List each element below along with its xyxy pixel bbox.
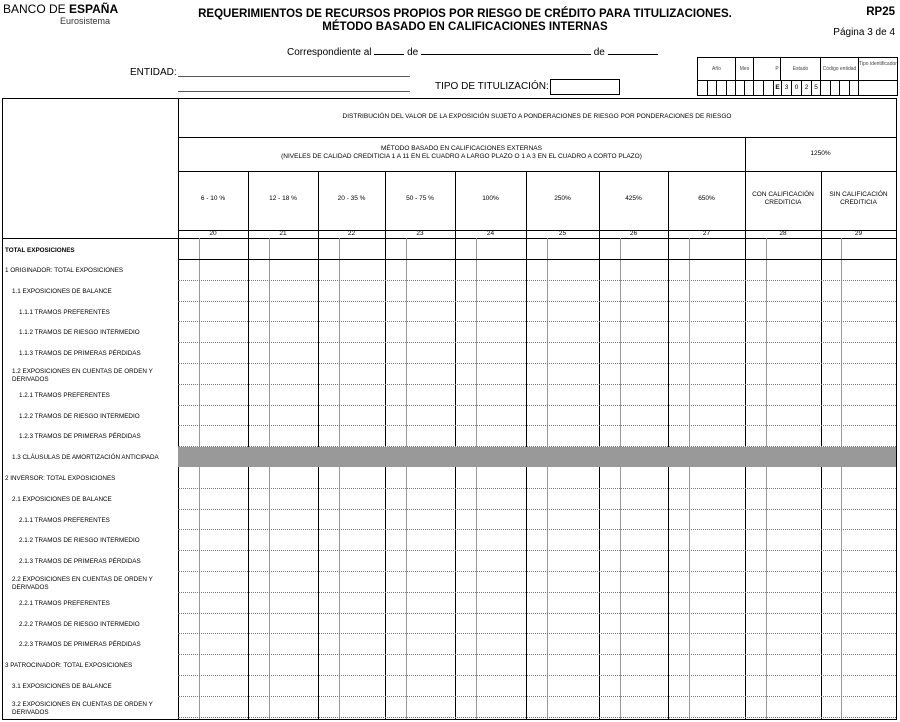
column-number: 20 [209,230,217,237]
exposure-table [2,98,897,720]
table-cell[interactable] [600,322,667,341]
table-cell[interactable] [249,302,317,321]
column-number: 26 [629,230,638,237]
entity-label: ENTIDAD: [130,67,177,78]
table-cell[interactable] [179,634,247,653]
table-cell[interactable] [249,510,317,529]
period-de-2: de [593,47,605,58]
table-cell[interactable] [249,385,317,404]
table-cell[interactable] [386,634,454,653]
table-cell[interactable] [386,655,454,674]
table-cell[interactable] [600,697,667,716]
table-cell[interactable] [527,614,598,633]
table-cell[interactable] [319,302,384,321]
table-cell[interactable] [669,697,744,716]
table-cell[interactable] [746,572,820,591]
header-rule [178,171,896,172]
table-cell[interactable] [600,634,667,653]
table-cell[interactable] [822,634,895,653]
table-cell[interactable] [669,426,744,445]
period-line [287,44,658,58]
table-cell[interactable] [600,510,667,529]
table-cell[interactable] [600,614,667,633]
table-cell[interactable] [527,343,598,362]
table-cell[interactable] [669,572,744,591]
table-cell[interactable] [179,281,247,300]
row-label: 2.2 EXPOSICIONES EN CUENTAS DE ORDEN Y DERIVADOS [12,576,153,591]
form-title-line1: REQUERIMIENTOS DE RECURSOS PROPIOS POR RIESGO DE CRÉDITO PARA TITULIZACIONES. [198,8,732,20]
table-cell[interactable] [249,260,317,279]
table-cell[interactable] [822,281,895,300]
row-label: 1.2.3 TRAMOS DE PRIMERAS PÉRDIDAS [19,433,141,441]
logo-text-regular: BANCO DE [3,2,70,16]
table-cell[interactable] [822,489,895,508]
table-cell[interactable] [746,530,820,549]
table-cell[interactable] [179,614,247,633]
table-cell[interactable] [822,530,895,549]
table-cell[interactable] [527,385,598,404]
table-cell[interactable] [746,634,820,653]
table-cell[interactable] [249,614,317,633]
codebox-value-e: E [774,80,782,95]
row-label: 3 PATROCINADOR: TOTAL EXPOSICIONES [5,662,133,670]
table-cell[interactable] [386,489,454,508]
table-cell[interactable] [386,385,454,404]
table-cell[interactable] [822,406,895,425]
column-number: 29 [854,230,863,237]
table-cell[interactable] [179,655,247,674]
table-cell[interactable] [386,260,454,279]
table-cell[interactable] [179,530,247,549]
table-cell[interactable] [822,364,895,383]
table-cell[interactable] [527,281,598,300]
table-cell[interactable] [669,593,744,612]
table-cell[interactable] [822,385,895,404]
table-cell[interactable] [456,281,525,300]
table-cell[interactable] [600,676,667,695]
table-cell[interactable] [249,572,317,591]
column-number: 27 [702,230,711,237]
table-cell[interactable] [746,551,820,570]
table-cell[interactable] [179,426,247,445]
table-cell[interactable] [319,510,384,529]
period-de-1: de [407,47,419,58]
table-cell[interactable] [527,260,598,279]
table-cell[interactable] [179,322,247,341]
code-box [697,57,898,96]
table-cell[interactable] [179,489,247,508]
table-cell[interactable] [600,593,667,612]
table-cell[interactable] [669,364,744,383]
column-number: 23 [416,230,424,237]
table-cell[interactable] [386,426,454,445]
table-cell[interactable] [822,655,895,674]
table-cell[interactable] [600,468,667,487]
header-rule [3,238,896,239]
table-cell[interactable] [179,343,247,362]
row-label: 2.2.1 TRAMOS PREFERENTES [19,599,110,607]
table-cell[interactable] [319,364,384,383]
table-cell[interactable] [822,343,895,362]
table-cell[interactable] [600,343,667,362]
logo-text-bold: ESPAÑA [69,2,119,16]
table-cell[interactable] [456,343,525,362]
row-label: 3.1 EXPOSICIONES DE BALANCE [12,683,112,690]
row-label: 1.1.2 TRAMOS DE RIESGO INTERMEDIO [19,329,140,337]
table-cell[interactable] [600,572,667,591]
table-cell[interactable] [319,551,384,570]
table-cell[interactable] [319,468,384,487]
table-cell[interactable] [600,260,667,279]
table-cell[interactable] [456,551,525,570]
table-cell[interactable] [179,260,247,279]
row-label: 1 ORIGINADOR: TOTAL EXPOSICIONES [5,267,124,274]
row-rule [178,717,896,718]
table-cell[interactable] [386,614,454,633]
table-cell[interactable] [746,281,820,300]
table-cell[interactable] [746,406,820,425]
table-cell[interactable] [179,510,247,529]
table-cell[interactable] [600,364,667,383]
table-cell[interactable] [669,634,744,653]
table-cell[interactable] [456,697,525,716]
row-label: 2 INVERSOR: TOTAL EXPOSICIONES [5,475,116,482]
row-label: 2.1.2 TRAMOS DE RIESGO INTERMEDIO [19,537,140,545]
column-header: 12 - 18 % [269,195,297,202]
table-cell[interactable] [527,489,598,508]
table-cell[interactable] [249,551,317,570]
table-cell[interactable] [319,260,384,279]
table-cell[interactable] [822,260,895,279]
securitization-type-label: TIPO DE TITULIZACIÓN: [435,81,549,92]
table-cell[interactable] [527,426,598,445]
table-cell[interactable] [746,676,820,695]
table-cell[interactable] [746,593,820,612]
table-cell[interactable] [319,385,384,404]
table-cell[interactable] [669,489,744,508]
table-cell[interactable] [319,634,384,653]
entity-field-line2[interactable] [178,91,410,92]
table-cell[interactable] [456,634,525,653]
table-cell[interactable] [249,676,317,695]
table-cell[interactable] [249,593,317,612]
table-cell[interactable] [600,281,667,300]
column-number: 25 [558,230,567,237]
table-cell[interactable] [600,551,667,570]
table-cell[interactable] [456,572,525,591]
table-cell[interactable] [456,530,525,549]
table-cell[interactable] [386,302,454,321]
table-cell[interactable] [669,551,744,570]
table-cell[interactable] [386,676,454,695]
row-label: 1.3 CLÁUSULAS DE AMORTIZACIÓN ANTICIPADA [12,454,159,462]
logo [3,2,118,16]
table-cell[interactable] [319,406,384,425]
table-cell[interactable] [527,697,598,716]
table-cell[interactable] [456,614,525,633]
form-code: RP25 [866,6,895,18]
table-cell[interactable] [319,593,384,612]
table-cell[interactable] [746,302,820,321]
table-cell[interactable] [822,302,895,321]
table-cell[interactable] [386,551,454,570]
header-1250: 1250% [810,150,831,157]
table-cell[interactable] [179,385,247,404]
table-cell[interactable] [249,655,317,674]
table-cell[interactable] [822,593,895,612]
table-cell[interactable] [319,322,384,341]
table-cell[interactable] [249,406,317,425]
method-header-line2: (NIVELES DE CALIDAD CREDITICIA 1 A 11 EN EL CUADRO A LARGO PLAZO O 1 A 3 EN EL CUADRO A CORTO PLAZO) [281,153,642,160]
table-cell[interactable] [319,343,384,362]
table-cell[interactable] [600,406,667,425]
page-number: Página 3 de 4 [833,27,895,38]
row-label: 1.1 EXPOSICIONES DE BALANCE [12,287,112,295]
logo-subtitle: Eurosistema [60,16,111,26]
column-header: 425% [625,195,642,202]
column-number: 21 [279,230,287,237]
table-cell[interactable] [527,510,598,529]
table-cell[interactable] [249,489,317,508]
table-cell[interactable] [822,676,895,695]
table-cell[interactable] [456,385,525,404]
table-cell[interactable] [386,697,454,716]
column-header: 250% [554,195,571,202]
table-cell[interactable] [822,572,895,591]
table-cell[interactable] [746,489,820,508]
row-label: 2.2.2 TRAMOS DE RIESGO INTERMEDIO [19,620,140,628]
column-header: 100% [482,195,499,202]
table-cell[interactable] [456,302,525,321]
codebox-label-year: Año [698,58,736,80]
column-header: 650% [698,195,715,202]
table-cell[interactable] [527,468,598,487]
table-cell[interactable] [179,468,247,487]
table-cell[interactable] [319,281,384,300]
table-cell[interactable] [179,551,247,570]
row-total-exposiciones: TOTAL EXPOSICIONES [5,247,75,254]
table-cell[interactable] [669,322,744,341]
table-cell[interactable] [600,489,667,508]
table-cell[interactable] [319,655,384,674]
table-cell[interactable] [822,697,895,716]
table-cell[interactable] [600,426,667,445]
row-label: 2.1.1 TRAMOS PREFERENTES [19,516,110,524]
table-cell[interactable] [669,385,744,404]
table-cell[interactable] [669,676,744,695]
table-cell[interactable] [319,489,384,508]
table-cell[interactable] [746,385,820,404]
codebox-value-1: 3 [782,80,792,95]
table-cell[interactable] [669,655,744,674]
table-cell[interactable] [527,551,598,570]
column-header: 50 - 75 % [406,195,434,202]
table-cell[interactable] [179,406,247,425]
table-cell[interactable] [179,676,247,695]
table-cell[interactable] [249,281,317,300]
table-cell[interactable] [527,634,598,653]
column-header: SIN CALIFICACIÓN CREDITICIA [829,191,888,206]
table-cell[interactable] [746,655,820,674]
table-cell[interactable] [746,426,820,445]
table-cell[interactable] [456,406,525,425]
table-cell[interactable] [527,572,598,591]
table-cell[interactable] [386,593,454,612]
table-cell[interactable] [822,322,895,341]
codebox-value-4: 5 [812,80,821,95]
table-cell[interactable] [179,697,247,716]
table-cell[interactable] [386,364,454,383]
table-cell[interactable] [179,364,247,383]
table-cell[interactable] [456,510,525,529]
row-label: 1.2 EXPOSICIONES EN CUENTAS DE ORDEN Y DERIVADOS [12,368,153,383]
table-cell[interactable] [527,406,598,425]
table-cell[interactable] [456,426,525,445]
codebox-label-entity-code: Código entidad [821,58,859,80]
table-cell[interactable] [386,510,454,529]
day-field[interactable] [374,44,404,55]
table-cell[interactable] [746,260,820,279]
codebox-label-month: Mes [736,58,754,80]
table-cell[interactable] [746,364,820,383]
table-cell[interactable] [249,634,317,653]
table-cell[interactable] [822,468,895,487]
table-cell[interactable] [319,572,384,591]
table-cell[interactable] [456,468,525,487]
table-cell[interactable] [669,260,744,279]
table-cell[interactable] [669,468,744,487]
row-label: 1.1.1 TRAMOS PREFERENTES [19,308,110,316]
table-cell[interactable] [249,364,317,383]
entity-field-line1[interactable] [178,76,410,77]
codebox-label-p: P [774,58,781,80]
table-cell[interactable] [669,302,744,321]
codebox-label-identifier-type: Tipo identificador [859,61,897,67]
table-cell[interactable] [179,572,247,591]
table-cell[interactable] [822,551,895,570]
table-cell[interactable] [669,530,744,549]
row-label: 1.2.1 TRAMOS PREFERENTES [19,391,110,399]
table-cell[interactable] [456,489,525,508]
table-cell[interactable] [822,510,895,529]
table-cell[interactable] [456,322,525,341]
row-label: 2.2.3 TRAMOS DE PRIMERAS PÉRDIDAS [19,641,141,649]
table-cell[interactable] [527,676,598,695]
table-cell[interactable] [669,614,744,633]
row-label: 2.1 EXPOSICIONES DE BALANCE [12,495,112,503]
table-cell[interactable] [746,468,820,487]
table-cell[interactable] [319,697,384,716]
codebox-value-2: 0 [792,80,802,95]
month-field[interactable] [421,44,591,55]
table-cell[interactable] [456,593,525,612]
securitization-type-field[interactable] [550,79,620,95]
column-number: 28 [779,230,787,237]
table-cell[interactable] [249,343,317,362]
table-cell[interactable] [746,343,820,362]
shaded-row-band [178,447,896,467]
table-cell[interactable] [386,530,454,549]
table-cell[interactable] [600,655,667,674]
table-cell[interactable] [179,593,247,612]
table-cell[interactable] [319,530,384,549]
table-cell[interactable] [669,343,744,362]
column-header: 6 - 10 % [200,195,226,202]
codebox-label-estado: Estado [781,58,821,80]
table-cell[interactable] [249,426,317,445]
table-cell[interactable] [746,322,820,341]
table-cell[interactable] [456,676,525,695]
header-rule [178,137,896,138]
column-number: 24 [486,230,495,237]
table-cell[interactable] [386,406,454,425]
year-field[interactable] [608,44,658,55]
table-cell[interactable] [386,281,454,300]
table-cell[interactable] [600,385,667,404]
table-cell[interactable] [456,260,525,279]
table-cell[interactable] [456,364,525,383]
table-cell[interactable] [249,468,317,487]
table-cell[interactable] [386,572,454,591]
table-cell[interactable] [527,655,598,674]
table-cell[interactable] [822,614,895,633]
table-cell[interactable] [386,322,454,341]
table-cell[interactable] [527,302,598,321]
table-cell[interactable] [179,302,247,321]
distribution-header: DISTRIBUCIÓN DEL VALOR DE LA EXPOSICIÓN SUJETO A PONDERACIONES DE RIESGO POR PONDERACIONES DE RIESGO [342,113,732,120]
table-cell[interactable] [600,530,667,549]
table-cell[interactable] [386,468,454,487]
table-cell[interactable] [249,697,317,716]
table-cell[interactable] [249,530,317,549]
table-cell[interactable] [527,593,598,612]
table-cell[interactable] [249,322,317,341]
table-cell[interactable] [746,614,820,633]
column-header: CON CALIFICACIÓN CREDITICIA [752,191,814,206]
table-cell[interactable] [386,343,454,362]
table-cell[interactable] [822,426,895,445]
table-cell[interactable] [319,426,384,445]
table-cell[interactable] [669,510,744,529]
table-cell[interactable] [319,614,384,633]
table-cell[interactable] [527,322,598,341]
row-label: 1.1.3 TRAMOS DE PRIMERAS PÉRDIDAS [19,350,141,358]
table-cell[interactable] [669,406,744,425]
row-label: 1.2.2 TRAMOS DE RIESGO INTERMEDIO [19,412,140,420]
table-cell[interactable] [746,510,820,529]
table-cell[interactable] [319,676,384,695]
form-title-line2: MÉTODO BASADO EN CALIFICACIONES INTERNAS [322,21,608,33]
period-prefix: Correspondiente al [287,47,372,58]
column-header: 20 - 35 % [337,195,366,202]
codebox-value-3: 2 [802,80,812,95]
column-number: 22 [347,230,356,237]
method-header-line1: MÉTODO BASADO EN CALIFICACIONES EXTERNAS [381,145,542,152]
row-label: 2.1.3 TRAMOS DE PRIMERAS PÉRDIDAS [19,558,141,566]
table-cell[interactable] [746,697,820,716]
table-cell[interactable] [669,281,744,300]
table-cell[interactable] [456,655,525,674]
row-label: 3.2 EXPOSICIONES EN CUENTAS DE ORDEN Y DERIVADOS [12,700,153,716]
table-cell[interactable] [600,302,667,321]
table-cell[interactable] [527,530,598,549]
table-cell[interactable] [527,364,598,383]
